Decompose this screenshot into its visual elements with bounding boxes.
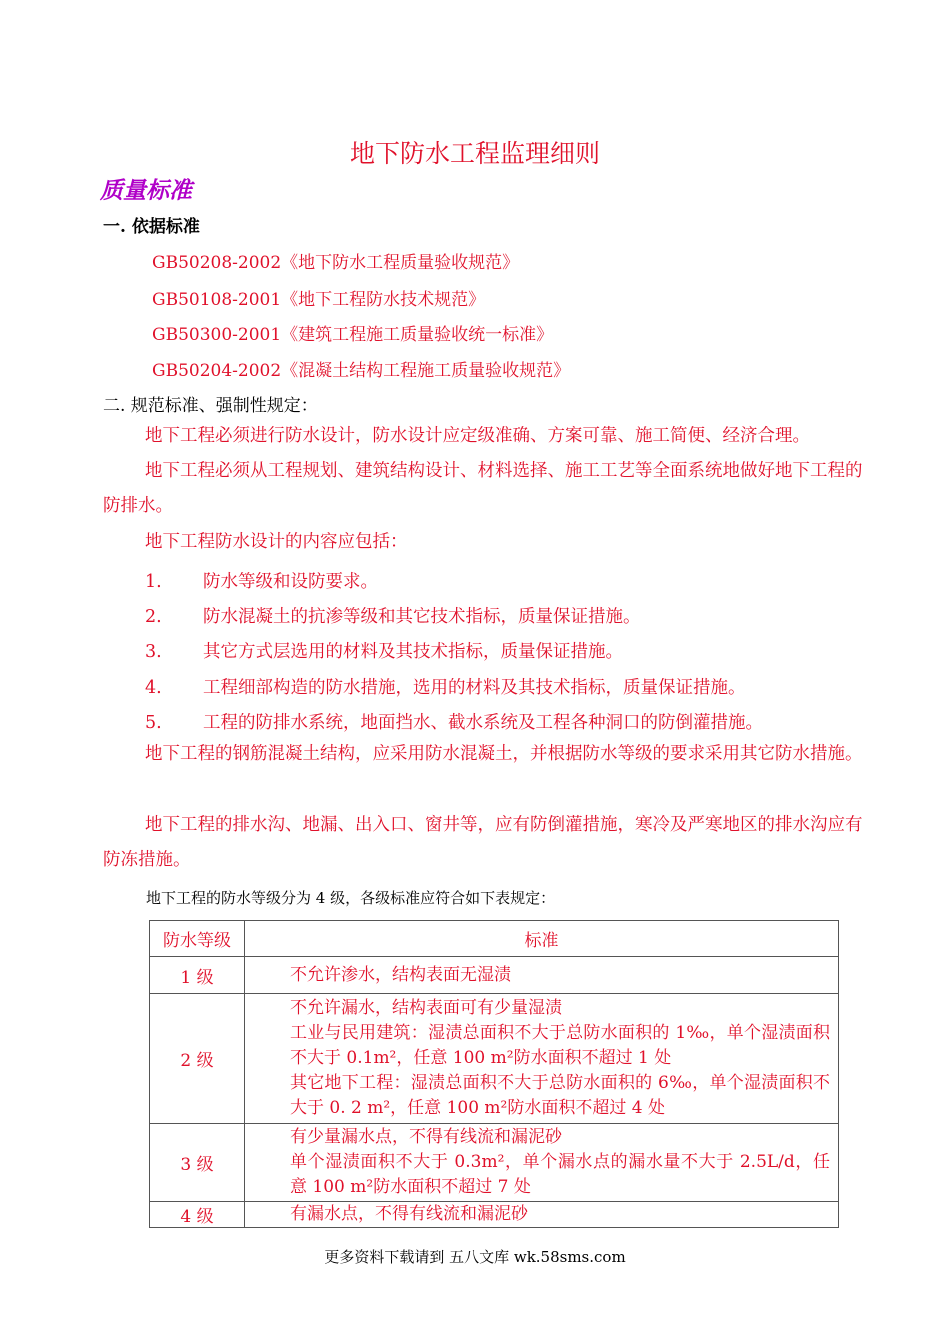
heading-mandatory-rules: 二. 规范标准、强制性规定： — [103, 396, 318, 416]
list-item-text: 防水等级和设防要求。 — [203, 572, 378, 592]
paragraph-text: 地下工程的钢筋混凝土结构，应采用防水混凝土，并根据防水等级的要求采用其它防水措施。 — [145, 744, 863, 764]
paragraph — [103, 808, 863, 878]
standard-line: 不允许漏水，结构表面可有少量湿渍 — [290, 998, 562, 1018]
heading-basis-standards: 一. 依据标准 — [103, 217, 200, 237]
list-item-number: 4. — [145, 678, 162, 698]
list-item — [145, 603, 641, 628]
paragraph-text: 地下工程防水设计的内容应包括： — [145, 532, 408, 552]
list-item-text: 其它方式层选用的材料及其技术指标，质量保证措施。 — [203, 642, 623, 662]
list-item — [145, 674, 746, 699]
table-row — [150, 994, 839, 1124]
list-item-number: 5. — [145, 713, 162, 733]
waterproof-grade-table — [149, 920, 839, 1228]
list-item-text: 防水混凝土的抗渗等级和其它技术指标，质量保证措施。 — [203, 607, 641, 627]
grade-cell: 2 级 — [150, 994, 245, 1124]
standard-item: GB50204-2002《混凝土结构工程施工质量验收规范》 — [152, 361, 571, 381]
footer-download-note: 更多资料下载请到 五八文库 wk.58sms.com — [324, 1248, 626, 1266]
paragraph-text: 地下工程的排水沟、地漏、出入口、窗井等，应有防倒灌措施，寒冷及严寒地区的排水沟应有防冻措施。 — [103, 815, 863, 870]
list-item-text: 工程的防排水系统，地面挡水、截水系统及工程各种洞口的防倒灌措施。 — [203, 713, 763, 733]
table-row — [150, 1202, 839, 1228]
standard-item: GB50300-2001《建筑工程施工质量验收统一标准》 — [152, 325, 554, 345]
standard-line: 不允许渗水，结构表面无湿渍 — [290, 964, 511, 985]
list-item-number: 1. — [145, 572, 162, 592]
paragraph-text: 地下工程必须进行防水设计，防水设计应定级准确、方案可靠、施工简便、经济合理。 — [145, 426, 810, 446]
paragraph-text: 地下工程必须从工程规划、建筑结构设计、材料选择、施工工艺等全面系统地做好地下工程的防排水。 — [103, 461, 863, 516]
standard-item: GB50208-2002《地下防水工程质量验收规范》 — [152, 253, 520, 273]
table-row — [150, 1124, 839, 1202]
standard-cell — [245, 1202, 839, 1228]
list-item — [145, 568, 378, 593]
standard-line: 有少量漏水点，不得有线流和漏泥砂 — [290, 1127, 562, 1147]
standard-line: 其它地下工程：湿渍总面积不大于总防水面积的 6‰，单个湿渍面积不大于 0. 2 m²，任意 100 m²防水面积不超过 4 处 — [290, 1073, 830, 1118]
list-item-text: 工程细部构造的防水措施，选用的材料及其技术指标，质量保证措施。 — [203, 678, 746, 698]
standard-line: 有漏水点，不得有线流和漏泥砂 — [290, 1204, 528, 1224]
table-caption: 地下工程的防水等级分为 4 级，各级标准应符合如下表规定： — [146, 889, 556, 907]
standard-cell — [245, 994, 839, 1124]
grade-cell: 1 级 — [150, 957, 245, 994]
standard-cell — [245, 957, 839, 994]
standard-line: 工业与民用建筑：湿渍总面积不大于总防水面积的 1‰，单个湿渍面积不大于 0.1m²，任意 100 m²防水面积不超过 1 处 — [290, 1023, 830, 1068]
column-header-grade: 防水等级 — [150, 921, 245, 957]
standard-item: GB50108-2001《地下工程防水技术规范》 — [152, 290, 486, 310]
standard-line: 单个湿渍面积不大于 0.3m²，单个漏水点的漏水量不大于 2.5L/d，任意 100 m²防水面积不超过 7 处 — [290, 1152, 830, 1197]
list-item — [145, 638, 623, 663]
grade-cell: 3 级 — [150, 1124, 245, 1202]
list-item-number: 3. — [145, 642, 162, 662]
paragraph — [103, 419, 863, 454]
list-item — [145, 709, 763, 734]
standard-cell — [245, 1124, 839, 1202]
list-item-number: 2. — [145, 607, 162, 627]
paragraph — [103, 454, 863, 524]
page-title: 地下防水工程监理细则 — [349, 139, 600, 168]
paragraph — [103, 737, 863, 772]
grade-cell: 4 级 — [150, 1202, 245, 1228]
section-heading: 质量标准 — [100, 177, 192, 204]
table-header-row — [150, 921, 839, 957]
column-header-standard: 标准 — [245, 921, 839, 957]
table-row — [150, 957, 839, 994]
paragraph — [103, 525, 863, 560]
